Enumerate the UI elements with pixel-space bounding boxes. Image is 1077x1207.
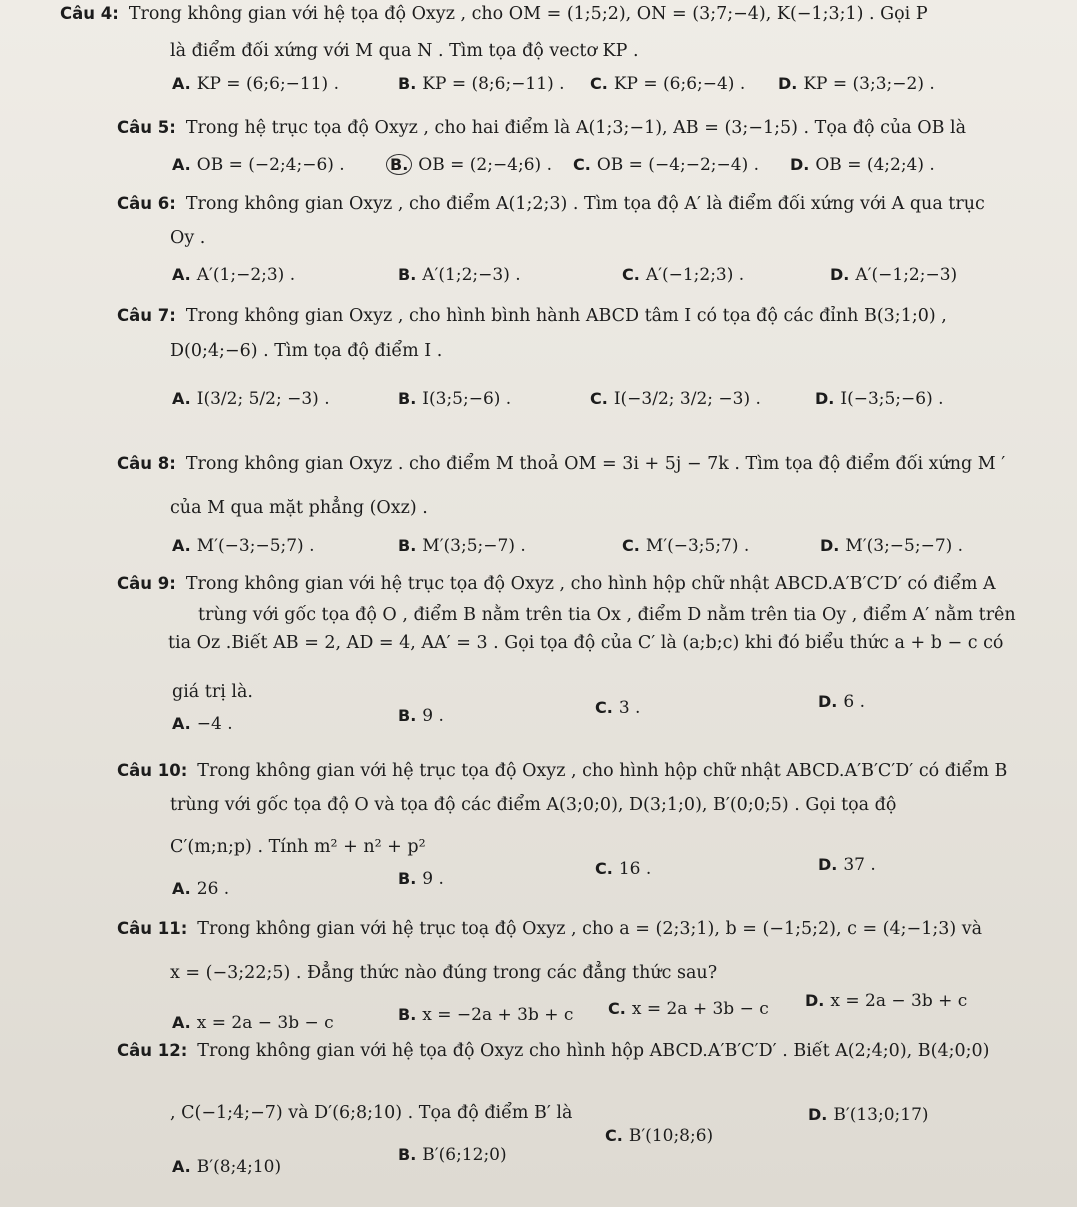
option-label: C. (622, 536, 640, 555)
option-text: A′(1;2;−3) . (422, 265, 521, 285)
option-text: OB = (−4;−2;−4) . (596, 155, 760, 175)
option-text: I(3;5;−6) . (422, 389, 512, 409)
option-text: OB = (4;2;4) . (815, 155, 935, 175)
question-number: Câu 5: (117, 118, 176, 137)
question-12-option-b (398, 1144, 507, 1166)
question-text: Trong không gian Oxyz , cho hình bình hành ABCD tâm I có tọa độ các đỉnh B(3;1;0) , (185, 306, 947, 326)
question-number: Câu 8: (117, 454, 176, 473)
option-label: D. (815, 389, 835, 408)
question-8-line-1 (117, 453, 1005, 475)
option-label: D. (805, 991, 825, 1010)
question-6-line-2: Oy . (170, 228, 206, 248)
question-4-line-1 (60, 3, 928, 25)
option-label: A. (172, 1013, 191, 1032)
option-text: A′(−1;2;3) . (645, 265, 745, 285)
question-9-option-b (398, 705, 444, 727)
question-number: Câu 9: (117, 574, 176, 593)
option-text: KP = (8;6;−11) . (422, 74, 565, 94)
question-10-line-3: C′(m;n;p) . Tính m² + n² + p² (170, 837, 426, 857)
question-4-option-a (172, 73, 339, 95)
question-5-option-b (386, 154, 552, 176)
option-text: 37 . (843, 855, 876, 875)
question-4-option-d (778, 73, 935, 95)
option-text: −4 . (196, 714, 233, 734)
option-label-circled: B. (386, 154, 412, 175)
option-text: M′(−3;5;7) . (645, 536, 750, 556)
question-number: Câu 6: (117, 194, 176, 213)
option-label: C. (622, 265, 640, 284)
question-10-option-b (398, 868, 444, 890)
question-4-line-2: là điểm đối xứng với M qua N . Tìm tọa độ vectơ KP . (170, 41, 639, 61)
question-11-option-d (805, 990, 967, 1012)
question-11-line-1 (117, 918, 982, 940)
question-9-option-d (818, 691, 865, 713)
option-label: C. (605, 1126, 623, 1145)
question-12-option-a (172, 1156, 281, 1178)
option-label: A. (172, 155, 191, 174)
option-text: OB = (−2;4;−6) . (196, 155, 345, 175)
question-7-option-b (398, 388, 511, 410)
option-text: x = 2a + 3b − c (631, 999, 769, 1019)
question-7-option-c (590, 388, 761, 410)
question-number: Câu 7: (117, 306, 176, 325)
option-text: B′(8;4;10) (196, 1157, 282, 1177)
option-label: D. (808, 1105, 828, 1124)
question-number: Câu 10: (117, 761, 188, 780)
option-label: C. (590, 74, 608, 93)
option-label: A. (172, 389, 191, 408)
question-9-line-2: trùng với gốc tọa độ O , điểm B nằm trên tia Ox , điểm D nằm trên tia Oy , điểm A′ nằm trên (198, 605, 1016, 625)
option-text: 6 . (843, 692, 865, 712)
option-text: I(−3;5;−6) . (840, 389, 944, 409)
question-9-line-1 (117, 573, 996, 595)
question-6-option-a (172, 264, 295, 286)
option-text: B′(10;8;6) (628, 1126, 714, 1146)
question-12-option-c (605, 1125, 713, 1147)
question-7-option-a (172, 388, 330, 410)
option-label: D. (790, 155, 810, 174)
question-6-option-c (622, 264, 744, 286)
question-10-option-c (595, 858, 651, 880)
option-label: B. (398, 536, 417, 555)
option-label: B. (398, 74, 417, 93)
question-5-option-d (790, 154, 935, 176)
option-label: B. (398, 706, 417, 725)
question-text: Trong không gian Oxyz , cho điểm A(1;2;3) . Tìm tọa độ A′ là điểm đối xứng với A qua trục (185, 194, 985, 214)
option-text: 9 . (422, 706, 444, 726)
option-text: M′(−3;−5;7) . (196, 536, 315, 556)
option-text: 26 . (196, 879, 230, 899)
option-label: C. (608, 999, 626, 1018)
question-6-option-d (830, 264, 957, 286)
option-text: 3 . (618, 698, 641, 718)
question-5-line-1 (117, 117, 966, 139)
option-label: D. (830, 265, 850, 284)
option-text: x = 2a − 3b − c (196, 1013, 334, 1033)
question-number: Câu 11: (117, 919, 188, 938)
question-4-option-c (590, 73, 745, 95)
option-label: B. (398, 869, 417, 888)
question-9-option-a (172, 713, 233, 735)
option-text: KP = (3;3;−2) . (803, 74, 935, 94)
option-text: B′(6;12;0) (422, 1145, 507, 1165)
option-label: A. (172, 265, 191, 284)
question-10-option-a (172, 878, 229, 900)
question-8-option-d (820, 535, 963, 557)
option-text: I(−3/2; 3/2; −3) . (613, 389, 761, 409)
question-10-line-2: trùng với gốc tọa độ O và tọa độ các điểm A(3;0;0), D(3;1;0), B′(0;0;5) . Gọi tọa độ (170, 795, 897, 815)
question-5-option-a (172, 154, 345, 176)
option-text: A′(1;−2;3) . (196, 265, 296, 285)
option-label: A. (172, 1157, 191, 1176)
option-label: B. (398, 1005, 417, 1024)
question-8-line-2: của M qua mặt phẳng (Oxz) . (170, 498, 428, 518)
option-label: C. (595, 859, 613, 878)
option-label: D. (818, 855, 838, 874)
question-7-line-1 (117, 305, 947, 327)
question-text: Trong không gian với hệ trục tọa độ Oxyz , cho hình hộp chữ nhật ABCD.A′B′C′D′ có điểm A (185, 574, 996, 594)
question-5-option-c (573, 154, 759, 176)
option-label: D. (820, 536, 840, 555)
question-10-line-1 (117, 760, 1007, 782)
option-label: D. (778, 74, 798, 93)
option-text: KP = (6;6;−4) . (613, 74, 746, 94)
question-11-option-c (608, 998, 769, 1020)
option-label: C. (590, 389, 608, 408)
question-text: Trong hệ trục tọa độ Oxyz , cho hai điểm là A(1;3;−1), AB = (3;−1;5) . Tọa độ của OB là (185, 118, 967, 138)
option-text: x = −2a + 3b + c (422, 1005, 574, 1025)
question-7-option-d (815, 388, 944, 410)
question-8-option-c (622, 535, 749, 557)
option-text: 9 . (422, 869, 444, 889)
question-12-line-2: , C(−1;4;−7) và D′(6;8;10) . Tọa độ điểm B′ là (170, 1103, 573, 1123)
question-10-option-d (818, 854, 876, 876)
option-text: I(3/2; 5/2; −3) . (196, 389, 330, 409)
question-11-line-2: x = (−3;22;5) . Đẳng thức nào đúng trong các đẳng thức sau? (170, 963, 718, 983)
option-text: x = 2a − 3b + c (830, 991, 968, 1011)
option-label: B. (398, 1145, 417, 1164)
option-label: C. (573, 155, 591, 174)
question-text: Trong không gian với hệ trục toạ độ Oxyz , cho a = (2;3;1), b = (−1;5;2), c = (4;−1;3) và (197, 919, 983, 939)
question-number: Câu 12: (117, 1041, 188, 1060)
option-text: OB = (2;−4;6) . (418, 155, 552, 175)
option-label: A. (172, 714, 191, 733)
option-text: 16 . (618, 859, 652, 879)
question-text: Trong không gian với hệ tọa độ Oxyz cho hình hộp ABCD.A′B′C′D′ . Biết A(2;4;0), B(4;0;0) (197, 1041, 990, 1061)
option-text: B′(13;0;17) (833, 1105, 929, 1125)
question-number: Câu 4: (60, 4, 119, 23)
option-label: C. (595, 698, 613, 717)
question-11-option-b (398, 1004, 573, 1026)
question-text: Trong không gian với hệ tọa độ Oxyz , cho OM = (1;5;2), ON = (3;7;−4), K(−1;3;1) . Gọi P (128, 4, 928, 24)
option-label: B. (398, 265, 417, 284)
question-7-line-2: D(0;4;−6) . Tìm tọa độ điểm I . (170, 341, 443, 361)
question-12-line-1 (117, 1040, 989, 1062)
option-label: A. (172, 74, 191, 93)
option-label: A. (172, 879, 191, 898)
option-text: M′(3;5;−7) . (422, 536, 526, 556)
option-label: B. (398, 389, 417, 408)
question-12-option-d (808, 1104, 929, 1126)
question-4-option-b (398, 73, 565, 95)
option-text: KP = (6;6;−11) . (196, 74, 339, 94)
question-9-line-4: giá trị là. (172, 682, 253, 702)
question-8-option-b (398, 535, 526, 557)
question-6-option-b (398, 264, 521, 286)
option-label: D. (818, 692, 838, 711)
question-9-option-c (595, 697, 640, 719)
option-text: A′(−1;2;−3) (855, 265, 958, 285)
question-6-line-1 (117, 193, 985, 215)
question-text: Trong không gian Oxyz . cho điểm M thoả OM = 3i + 5j − 7k . Tìm tọa độ điểm đối xứng M ′ (185, 454, 1006, 474)
question-9-line-3: tia Oz .Biết AB = 2, AD = 4, AA′ = 3 . Gọi tọa độ của C′ là (a;b;c) khi đó biểu thức a + b − c có (168, 633, 1004, 653)
question-text: Trong không gian với hệ trục tọa độ Oxyz , cho hình hộp chữ nhật ABCD.A′B′C′D′ có điểm B (197, 761, 1008, 781)
option-label: A. (172, 536, 191, 555)
question-11-option-a (172, 1012, 334, 1034)
question-8-option-a (172, 535, 315, 557)
option-text: M′(3;−5;−7) . (845, 536, 964, 556)
